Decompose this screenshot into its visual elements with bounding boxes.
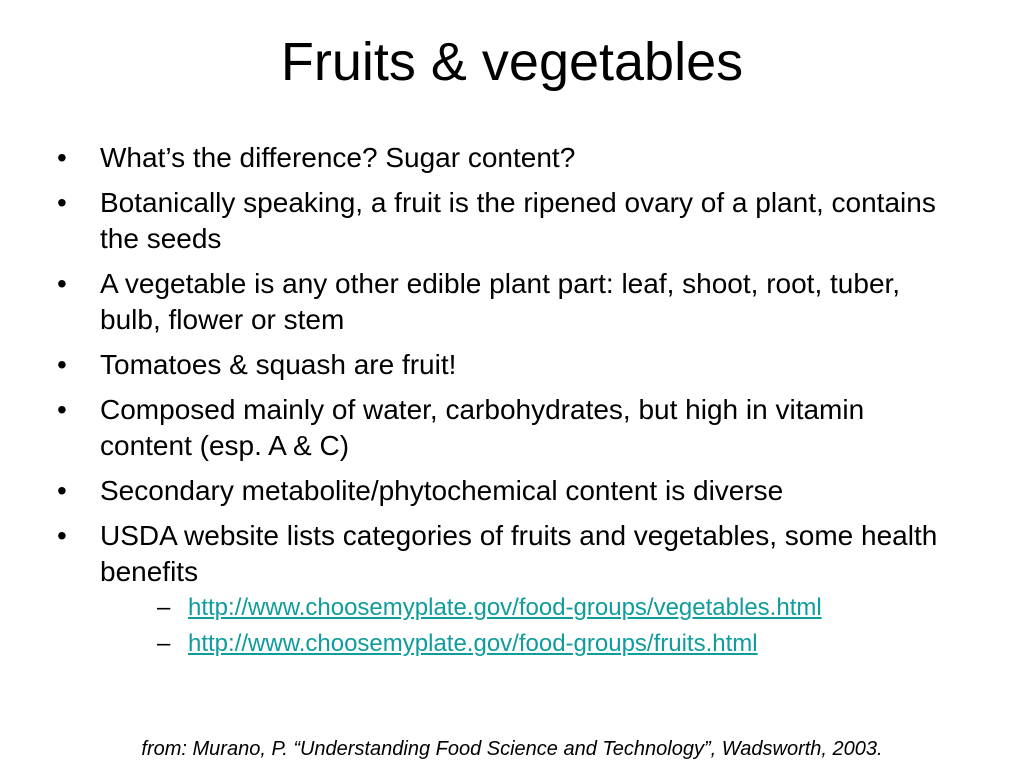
sub-bullet-marker: – — [157, 630, 171, 657]
bullet-item — [57, 185, 957, 257]
bullet-text: Tomatoes & squash are fruit! — [100, 349, 457, 380]
sub-bullet-marker: – — [157, 594, 171, 621]
bullet-text: Secondary metabolite/phytochemical content is diverse — [100, 475, 784, 506]
vegetables-link[interactable]: http://www.choosemyplate.gov/food-groups/vegetables.html — [188, 594, 822, 621]
fruits-link[interactable]: http://www.choosemyplate.gov/food-groups/fruits.html — [188, 630, 758, 657]
bullet-marker: • — [57, 520, 67, 551]
bullet-item — [57, 347, 957, 383]
slide-title: Fruits & vegetables — [280, 32, 744, 92]
bullet-item — [57, 518, 957, 662]
bullet-text: Composed mainly of water, carbohydrates, but high in vitamin content (esp. A & C) — [100, 394, 865, 461]
bullet-marker: • — [57, 268, 67, 299]
link-item — [100, 626, 957, 662]
bullet-text: Botanically speaking, a fruit is the ripened ovary of a plant, contains the seeds — [100, 187, 936, 254]
bullet-marker: • — [57, 142, 67, 173]
bullet-text: A vegetable is any other edible plant part: leaf, shoot, root, tuber, bulb, flower or stem — [100, 268, 901, 335]
bullet-text: USDA website lists categories of fruits and vegetables, some health benefits — [100, 520, 938, 587]
bullet-text: What’s the difference? Sugar content? — [100, 142, 576, 173]
bullet-list — [57, 140, 957, 671]
bullet-item — [57, 392, 957, 464]
bullet-item — [57, 473, 957, 509]
citation: from: Murano, P. “Understanding Food Science and Technology”, Wadsworth, 2003. — [141, 738, 883, 760]
link-item — [100, 590, 957, 626]
bullet-marker: • — [57, 475, 67, 506]
bullet-marker: • — [57, 394, 67, 425]
bullet-item — [57, 140, 957, 176]
bullet-marker: • — [57, 349, 67, 380]
link-list — [100, 590, 957, 662]
bullet-item — [57, 266, 957, 338]
bullet-marker: • — [57, 187, 67, 218]
